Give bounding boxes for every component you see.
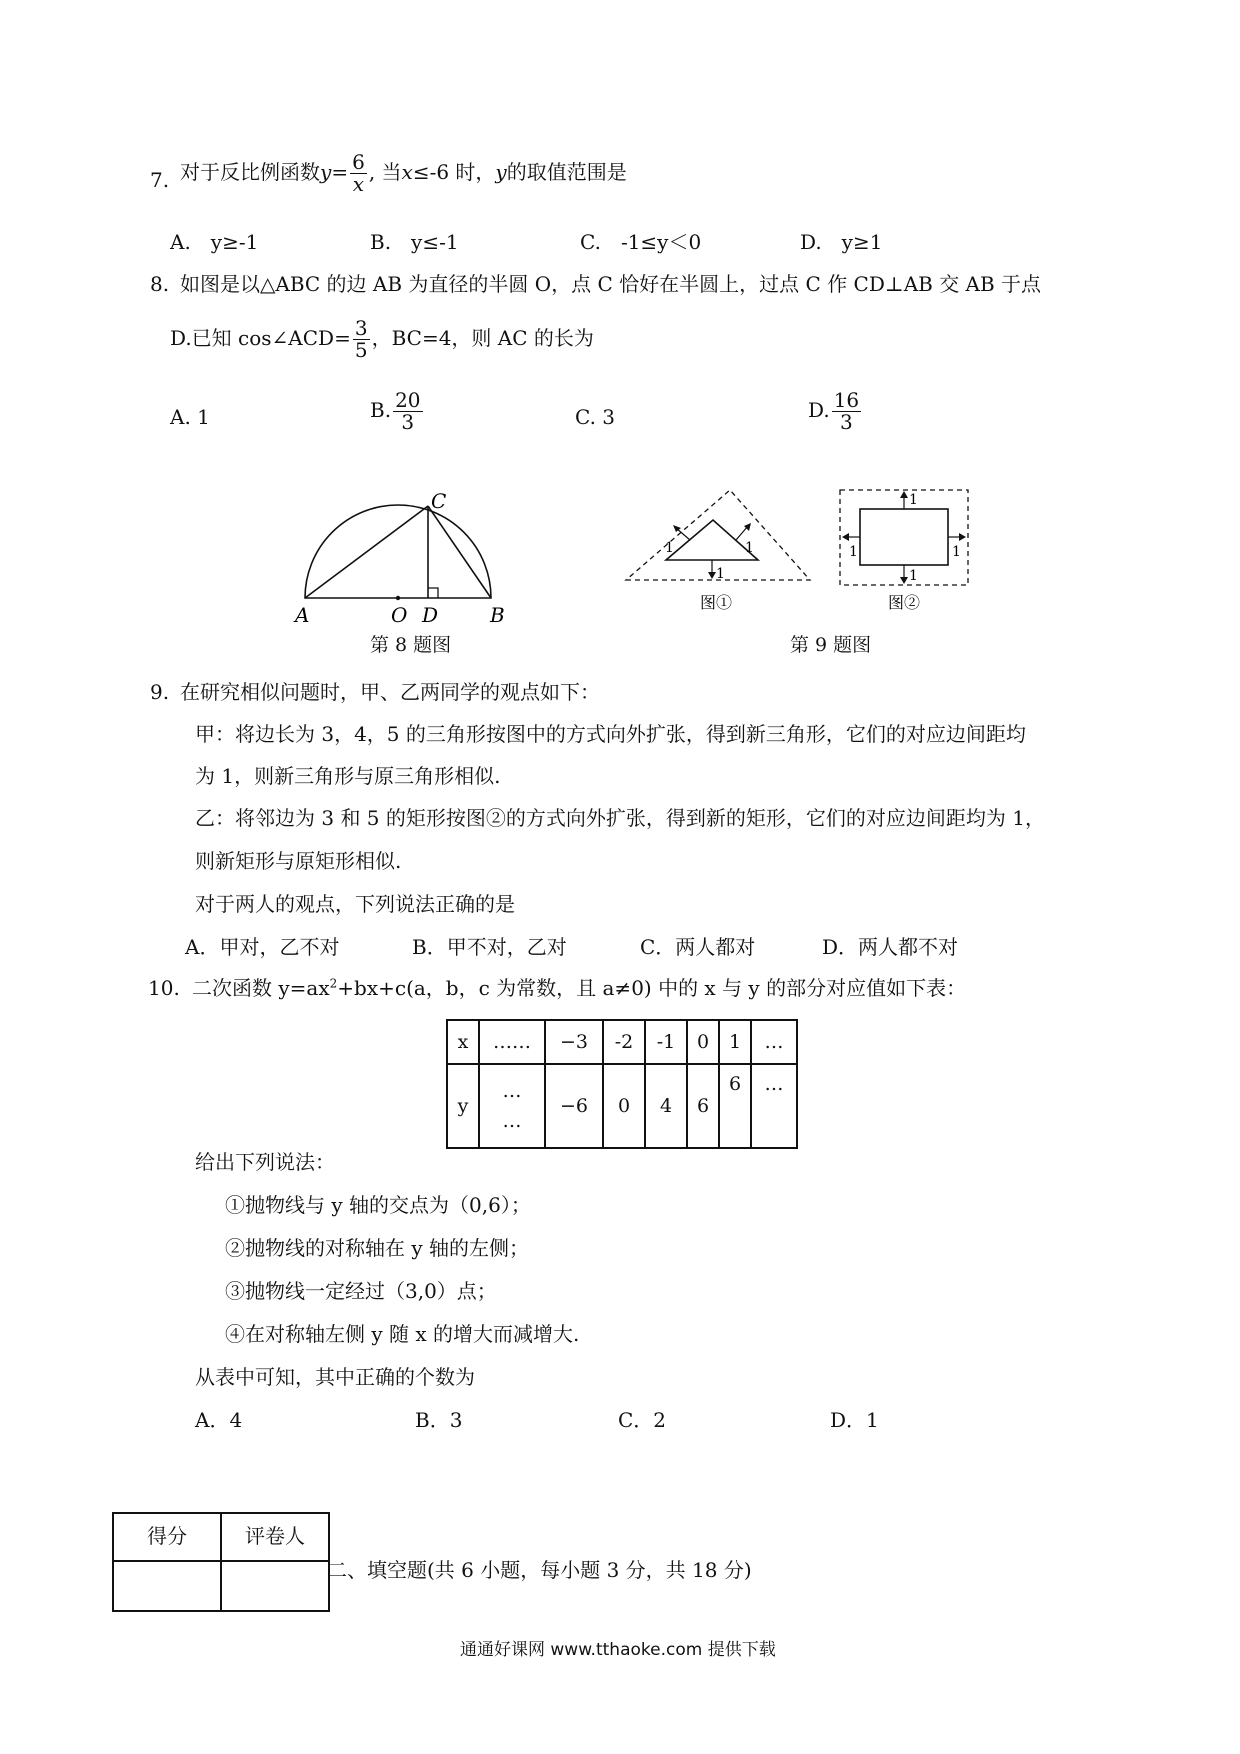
table-cell: …… bbox=[479, 1020, 545, 1064]
label-o: O bbox=[391, 603, 408, 627]
q7-yvar: y bbox=[320, 160, 332, 184]
q7-frac-den: x bbox=[352, 172, 365, 196]
q7-text-b: , 当 bbox=[368, 160, 402, 184]
q8-line2 bbox=[170, 318, 594, 361]
q8-option-a: A. 1 bbox=[170, 405, 210, 429]
table-cell: 1 bbox=[719, 1020, 751, 1064]
q8-number: 8. bbox=[150, 272, 170, 296]
fig9-subcaption-1: 图① bbox=[700, 593, 733, 612]
table-header-y: y bbox=[447, 1064, 479, 1148]
q9-option-c: C．两人都对 bbox=[640, 935, 756, 959]
q10-option-a: A．4 bbox=[195, 1408, 243, 1432]
table-row-x bbox=[447, 1020, 797, 1064]
q10-statement-4: ④在对称轴左侧 y 随 x 的增大而减增大. bbox=[225, 1322, 580, 1346]
q8-option-b-label: B. bbox=[370, 398, 392, 422]
q7-yvar2: y bbox=[495, 160, 507, 184]
q7-frac-num: 6 bbox=[352, 150, 365, 174]
table-cell: 0 bbox=[687, 1020, 719, 1064]
label-d: D bbox=[422, 603, 439, 627]
q10-option-d: D．1 bbox=[830, 1408, 879, 1432]
svg-text:1: 1 bbox=[745, 540, 754, 556]
q10-statement-2: ②抛物线的对称轴在 y 轴的左侧； bbox=[225, 1236, 530, 1260]
table-cell: -2 bbox=[603, 1020, 645, 1064]
q9-intro: 在研究相似问题时，甲、乙两同学的观点如下： bbox=[180, 680, 600, 704]
table-header-x: x bbox=[447, 1020, 479, 1064]
q9-yi-line1: 乙：将邻边为 3 和 5 的矩形按图②的方式向外扩张，得到新的矩形，它们的对应边间距均为 1， bbox=[195, 806, 1045, 830]
q10-given: 给出下列说法： bbox=[195, 1150, 335, 1174]
svg-text:1: 1 bbox=[952, 544, 961, 560]
q10-stem-b: +bx+c(a，b，c 为常数，且 a≠0) 中的 x 与 y 的部分对应值如下表： bbox=[337, 976, 967, 1000]
q7-option-d: D. y≥1 bbox=[800, 230, 883, 254]
score-box bbox=[112, 1512, 330, 1612]
table-cell: 6 bbox=[719, 1064, 751, 1148]
score-cell bbox=[113, 1561, 221, 1611]
q8-line2-b: ，BC=4，则 AC 的长为 bbox=[371, 326, 594, 350]
q7-option-c: C. -1≤y＜0 bbox=[580, 230, 702, 254]
label-b: B bbox=[490, 603, 505, 627]
q8-frac-den: 5 bbox=[354, 338, 368, 362]
q7-xvar: x bbox=[401, 160, 413, 184]
q7-option-a: A. y≥-1 bbox=[170, 230, 259, 254]
table-cell: -1 bbox=[645, 1020, 687, 1064]
q9-option-d: D．两人都不对 bbox=[822, 935, 959, 959]
grader-cell bbox=[221, 1561, 329, 1611]
table-cell: 6 bbox=[687, 1064, 719, 1148]
q10-number: 10. bbox=[148, 976, 180, 1000]
q9-option-a: A．甲对，乙不对 bbox=[185, 935, 340, 959]
q9-jia-line2: 为 1，则新三角形与原三角形相似. bbox=[195, 764, 501, 788]
q10-statement-1: ①抛物线与 y 轴的交点为（0,6）； bbox=[225, 1193, 531, 1217]
q9-yi-line2: 则新矩形与原矩形相似. bbox=[195, 849, 402, 873]
q7-cond: ≤-6 时， bbox=[412, 160, 496, 184]
q9-option-b: B．甲不对，乙对 bbox=[412, 935, 567, 959]
grader-header: 评卷人 bbox=[221, 1513, 329, 1561]
figure-8-semicircle bbox=[285, 480, 525, 630]
q8-fraction bbox=[353, 318, 370, 361]
q8-option-d-fraction: $\frac{16}{3}$ bbox=[833, 388, 860, 434]
table-cell: 4 bbox=[645, 1064, 687, 1148]
q7-number: 7. bbox=[150, 168, 170, 192]
q7-fraction bbox=[350, 152, 367, 195]
q9-jia-line1: 甲：将边长为 3，4，5 的三角形按图中的方式向外扩张，得到新三角形，它们的对应边间距均 bbox=[195, 722, 1026, 746]
svg-text:1: 1 bbox=[716, 566, 725, 582]
figure-9-rectangle bbox=[835, 485, 975, 615]
q10-value-table bbox=[446, 1019, 798, 1149]
svg-text:1: 1 bbox=[909, 492, 918, 508]
q10-stem-a: 二次函数 y=ax bbox=[192, 976, 330, 1000]
q10-question: 从表中可知，其中正确的个数为 bbox=[195, 1365, 475, 1389]
q9-number: 9. bbox=[150, 680, 170, 704]
q9-question: 对于两人的观点，下列说法正确的是 bbox=[195, 892, 515, 916]
score-header: 得分 bbox=[113, 1513, 221, 1561]
table-cell: … bbox=[751, 1064, 797, 1148]
q8-line2-a: D.已知 cos∠ACD= bbox=[170, 326, 351, 350]
q7-option-b: B. y≤-1 bbox=[370, 230, 459, 254]
svg-text:1: 1 bbox=[909, 568, 918, 584]
table-cell: … … bbox=[479, 1064, 545, 1148]
q7-stem bbox=[180, 152, 627, 195]
q8-option-d-label: D. bbox=[808, 398, 830, 422]
figure-8-caption: 第 8 题图 bbox=[370, 634, 452, 656]
fig9-subcaption-2: 图② bbox=[888, 593, 921, 612]
q8-option-b-fraction: $\frac{20}{3}$ bbox=[395, 388, 421, 434]
q8-option-c: C. 3 bbox=[575, 405, 616, 429]
q8-frac-num: 3 bbox=[354, 316, 368, 340]
q10-statement-3: ③抛物线一定经过（3,0）点； bbox=[225, 1279, 497, 1303]
svg-text:1: 1 bbox=[849, 544, 858, 560]
figure-9-caption: 第 9 题图 bbox=[790, 634, 872, 656]
label-a: A bbox=[295, 603, 310, 627]
table-row-y bbox=[447, 1064, 797, 1148]
table-cell: … bbox=[751, 1020, 797, 1064]
table-cell: −6 bbox=[545, 1064, 603, 1148]
section-2-heading: 二、填空题(共 6 小题，每小题 3 分，共 18 分) bbox=[327, 1558, 752, 1582]
q7-text-a: 对于反比例函数 bbox=[180, 160, 320, 184]
q10-option-c: C．2 bbox=[618, 1408, 667, 1432]
q7-eq: = bbox=[331, 160, 349, 184]
page-footer: 通通好课网 www.tthaoke.com 提供下载 bbox=[460, 1640, 776, 1660]
q7-text-c: 的取值范围是 bbox=[506, 160, 627, 184]
q10-stem bbox=[192, 976, 966, 1000]
q8-option-d bbox=[808, 390, 863, 433]
q10-option-b: B．3 bbox=[415, 1408, 463, 1432]
q8-line1: 如图是以△ABC 的边 AB 为直径的半圆 O，点 C 恰好在半圆上，过点 C 作 CD⊥AB 交 AB 于点 bbox=[180, 272, 1042, 296]
q10-stem-sup: 2 bbox=[329, 976, 338, 991]
table-cell: −3 bbox=[545, 1020, 603, 1064]
figure-9-triangle bbox=[620, 480, 820, 615]
label-c: C bbox=[431, 489, 447, 513]
q8-option-b bbox=[370, 390, 425, 433]
table-cell: 0 bbox=[603, 1064, 645, 1148]
svg-text:1: 1 bbox=[665, 540, 674, 556]
